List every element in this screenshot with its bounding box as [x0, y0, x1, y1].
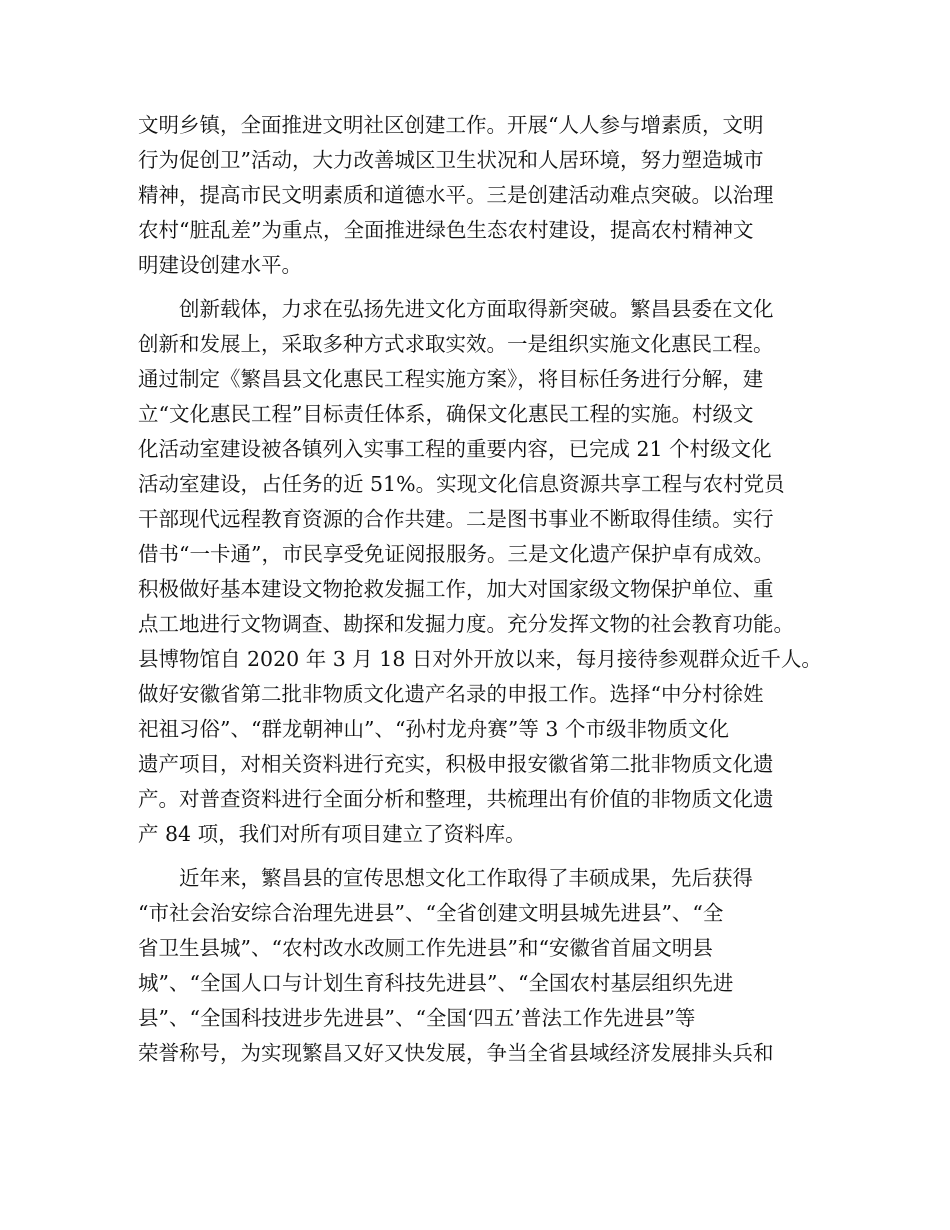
text-line: 荣誉称号，为实现繁昌又好又快发展，争当全省县域经济发展排头兵和 [138, 1041, 774, 1065]
text-line: 化活动室建设被各镇列入实事工程的重要内容，已完成 21 个村级文化 [138, 437, 772, 461]
text-line: 创新载体，力求在弘扬先进文化方面取得新突破。繁昌县委在文化 [138, 297, 774, 321]
text-line: 积极做好基本建设文物抢救发掘工作，加大对国家级文物保护单位、重 [138, 577, 774, 601]
text-line: 活动室建设，占任务的近 51%。实现文化信息资源共享工程与农村党员 [138, 472, 785, 496]
text-line: 明建设创建水平。 [138, 253, 302, 277]
text-line: 点工地进行文物调查、勘探和发掘力度。充分发挥文物的社会教育功能。 [138, 612, 794, 636]
text-line: 遗产项目，对相关资料进行充实，积极申报安徽省第二批非物质文化遗 [138, 752, 774, 776]
text-line: 精神，提高市民文明素质和道德水平。三是创建活动难点突破。以治理 [138, 183, 774, 207]
text-line: 农村“脏乱差”为重点，全面推进绿色生态农村建设，提高农村精神文 [138, 218, 754, 242]
text-line: 行为促创卫”活动，大力改善城区卫生状况和人居环境，努力塑造城市 [138, 148, 764, 172]
text-line: 祀祖习俗”、“群龙朝神山”、“孙村龙舟赛”等 3 个市级非物质文化 [138, 717, 729, 741]
paragraph-gap [138, 283, 820, 292]
text-line: 产 84 项，我们对所有项目建立了资料库。 [138, 822, 526, 846]
text-line: 省卫生县城”、“农村改水改厕工作先进县”和“安徽省首届文明县 [138, 936, 713, 960]
text-line: 创新和发展上，采取多种方式求取实效。一是组织实施文化惠民工程。 [138, 332, 774, 356]
body-text [138, 108, 820, 1071]
text-line: 立“文化惠民工程”目标责任体系，确保文化惠民工程的实施。村级文 [138, 402, 754, 426]
text-line: 产。对普查资料进行全面分析和整理，共梳理出有价值的非物质文化遗 [138, 787, 774, 811]
text-line: 县博物馆自 2020 年 3 月 18 日对外开放以来，每月接待参观群众近千人。 [138, 647, 822, 671]
paragraph-3 [138, 861, 820, 1071]
text-line: 干部现代远程教育资源的合作共建。二是图书事业不断取得佳绩。实行 [138, 507, 774, 531]
paragraph-gap [138, 852, 820, 861]
text-line: “市社会治安综合治理先进县”、“全省创建文明县城先进县”、“全 [138, 901, 724, 925]
paragraph-1 [138, 108, 820, 283]
text-line: 县”、“全国科技进步先进县”、“全国‘四五’普法工作先进县”等 [138, 1006, 696, 1030]
text-line: 通过制定《繁昌县文化惠民工程实施方案》，将目标任务进行分解，建 [138, 367, 764, 391]
paragraph-2 [138, 292, 820, 852]
text-line: 城”、“全国人口与计划生育科技先进县”、“全国农村基层组织先进 [138, 971, 734, 995]
text-line: 近年来，繁昌县的宣传思想文化工作取得了丰硕成果，先后获得 [138, 866, 753, 890]
text-line: 借书“一卡通”，市民享受免证阅报服务。三是文化遗产保护卓有成效。 [138, 542, 774, 566]
text-line: 做好安徽省第二批非物质文化遗产名录的申报工作。选择“中分村徐姓 [138, 682, 764, 706]
text-line: 文明乡镇，全面推进文明社区创建工作。开展“人人参与增素质，文明 [138, 113, 764, 137]
